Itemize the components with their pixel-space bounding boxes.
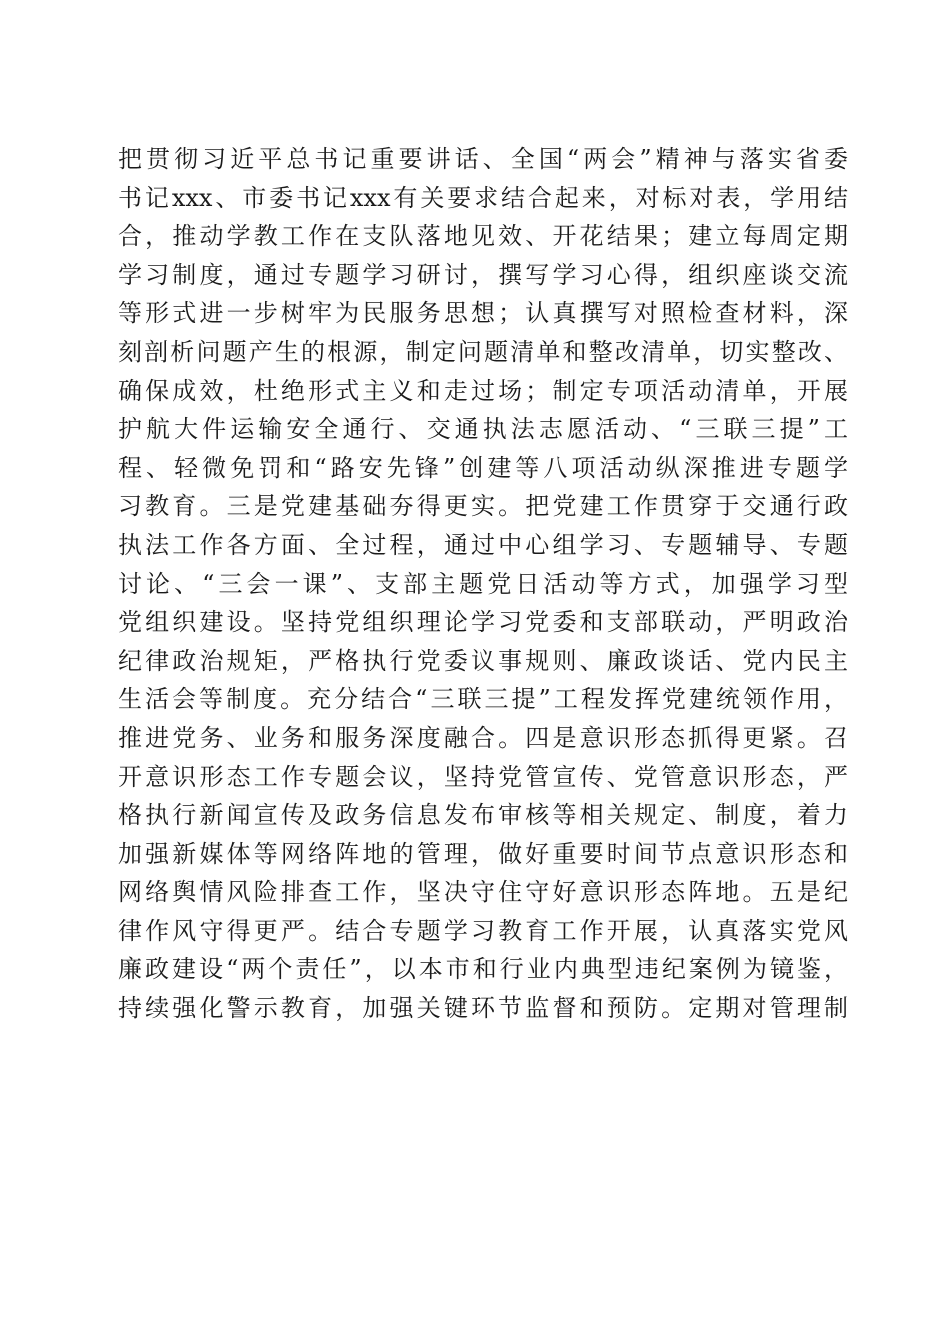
- text-line: 习教育。三是党建基础夯得更实。把党建工作贯穿于交通行政: [118, 492, 848, 521]
- body-paragraph: [118, 140, 848, 1028]
- text-line: 等形式进一步树牢为民服务思想；认真撰写对照检查材料，深: [118, 299, 848, 328]
- text-line: 持续强化警示教育，加强关键环节监督和预防。定期对管理制: [118, 994, 848, 1023]
- text-line: 网络舆情风险排查工作，坚决守住守好意识形态阵地。五是纪: [118, 878, 848, 907]
- text-line: 廉政建设“两个责任”，以本市和行业内典型违纪案例为镜鉴，: [118, 955, 848, 984]
- text-line: 合，推动学教工作在支队落地见效、开花结果；建立每周定期: [118, 222, 848, 251]
- text-line: 把贯彻习近平总书记重要讲话、全国“两会”精神与落实省委: [118, 145, 848, 173]
- text-line: 学习制度，通过专题学习研讨，撰写学习心得，组织座谈交流: [118, 260, 848, 289]
- text-line: 刻剖析问题产生的根源，制定问题清单和整改清单，切实整改、: [118, 337, 848, 366]
- text-line: 律作风守得更严。结合专题学习教育工作开展，认真落实党风: [118, 916, 848, 945]
- text-line: 执法工作各方面、全过程，通过中心组学习、专题辅导、专题: [118, 530, 848, 559]
- text-line: 纪律政治规矩，严格执行党委议事规则、廉政谈话、党内民主: [118, 646, 848, 675]
- text-line: 确保成效，杜绝形式主义和走过场；制定专项活动清单，开展: [118, 376, 848, 405]
- text-line: 讨论、“三会一课”、支部主题党日活动等方式，加强学习型: [118, 569, 848, 598]
- text-line: 格执行新闻宣传及政务信息发布审核等相关规定、制度，着力: [118, 801, 848, 830]
- text-line: 推进党务、业务和服务深度融合。四是意识形态抓得更紧。召: [118, 723, 848, 752]
- text-line: 程、轻微免罚和“路安先锋”创建等八项活动纵深推进专题学: [118, 453, 848, 482]
- text-line: 护航大件运输安全通行、交通执法志愿活动、“三联三提”工: [118, 415, 848, 444]
- text-line: 加强新媒体等网络阵地的管理，做好重要时间节点意识形态和: [118, 839, 848, 868]
- text-line: 生活会等制度。充分结合“三联三提”工程发挥党建统领作用，: [118, 685, 848, 714]
- text-line: 书记xxx、市委书记xxx有关要求结合起来，对标对表，学用结: [118, 183, 848, 212]
- text-line: 开意识形态工作专题会议，坚持党管宣传、党管意识形态，严: [118, 762, 848, 791]
- text-line: 党组织建设。坚持党组织理论学习党委和支部联动，严明政治: [118, 608, 848, 637]
